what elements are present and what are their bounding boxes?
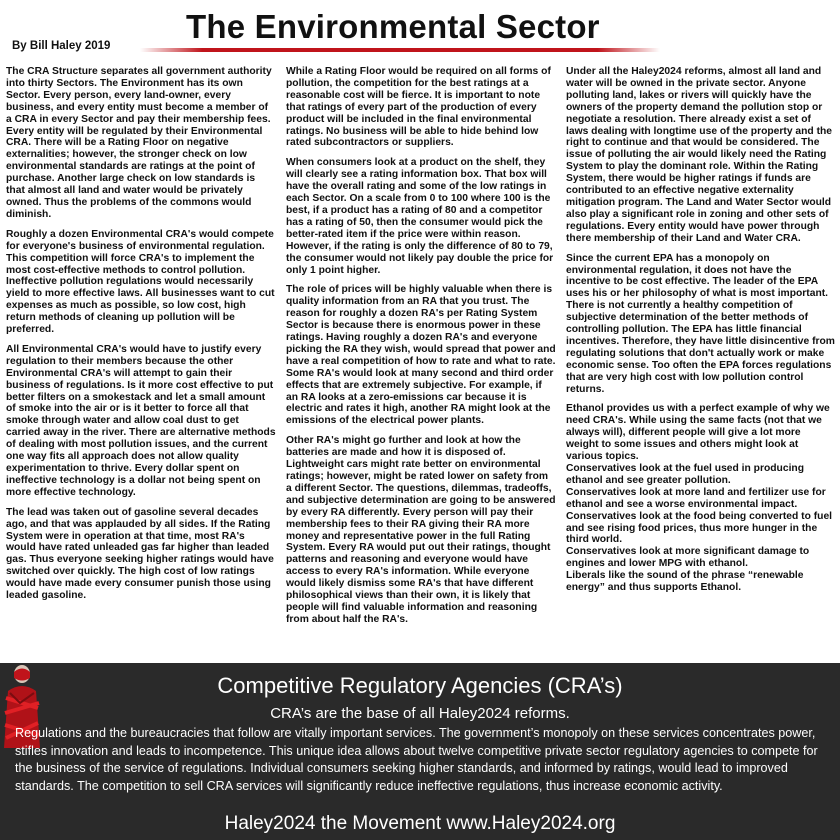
column-1 xyxy=(6,66,276,660)
banner-body: Regulations and the bureaucracies that follow are vitally important services. The government’s monopoly on these services concentrates power, stifles innovation and leads to incompetence. This unique idea allows about twelve competitive private sector regulatory agencies to compete for the business of the service of regulations. Individual consumers seeking higher standards, and informed by ratings, would lead to improved standards. The competition to sell CRA services will significantly reduce ineffective regulations, thus increase economic activity. xyxy=(15,726,818,793)
byline: By Bill Haley 2019 xyxy=(12,40,111,52)
banner-title: Competitive Regulatory Agencies (CRA’s) xyxy=(217,673,623,698)
paragraph: Under all the Haley2024 reforms, almost all land and water will be owned in the private sector. Anyone polluting land, lakes or rivers will quickly have the owners of the property demand the pollution stop or negotiate a resolution. There already exist a set of laws dealing with longtime use of the property and the right to continue and that would be considered. The issue of polluting the air would likely need the Rating System to play the dominant role. Within the Rating System, there would be higher ratings if funds are contributed to an effective negative externality mitigation program. The Land and Water Sector would also play a significant role in zoning and other sets of regulations. Every entity would have power through there membership of their Land and Water CRA. xyxy=(566,66,833,244)
paragraph: While a Rating Floor would be required on all forms of pollution, the competition for the best ratings at a reasonable cost will be fierce. It is important to note that ratings of every part of the production of every product will be included in the final environmental ratings. No business will be able to hide behind low rated subcontractors or suppliers. xyxy=(286,66,551,149)
column-2 xyxy=(286,66,556,660)
title-underline xyxy=(140,48,660,52)
banner-subtitle: CRA’s are the base of all Haley2024 reforms. xyxy=(270,705,570,722)
paragraph: The CRA Structure separates all government authority into thirty Sectors. The Environment has its own Sector. Every person, every land-owner, every business, and every entity must become a member of a CRA in every Sector and pay their membership fees. Every entity will be regulated by their Environmental CRA. There will be a Rating Floor on negative externalities; however, the stronger check on low environmental standards are ratings at the point of purchase. Another large check on low standards is that almost all land and water would be privately owned. Thus the problems of the commons would diminish. xyxy=(6,66,272,220)
paragraph: The lead was taken out of gasoline several decades ago, and that was applauded by all sides. If the Rating System were in operation at that time, most RA's would have rated unleaded gas far higher than leaded gas. Thus everyone seeking higher ratings would have switched over quickly. The high cost of low ratings would have made every consumer punish those using leaded gasoline. xyxy=(6,506,274,602)
paragraph: The role of prices will be highly valuable when there is quality information from an RA that you trust. The reason for roughly a dozen RA's per Rating System Sector is because there is enormous power in these ratings. Having roughly a dozen RA's and everyone picking the RA they wish, would spread that power and have a real competition of how to rate and what to rate. Some RA's would look at many second and third order effects that are extremely subjective. For example, if an RA looks at a zero-emissions car because it is electric and rates it high, another RA might look at the emissions of the electrical power plants. xyxy=(286,284,556,427)
paragraph: All Environmental CRA's would have to justify every regulation to their members because the other Environmental CRA's will attempt to gain their business of regulations. Is it more cost effective to put better filters on a smokestack and let a small amount of smoke into the air or is it better to force all that smoke through water and allow coal dust to get carried away in the river. There are alternative methods of dealing with most pollution issues, and the current one way fits all approach does not allow quality experimentation to thrive. Every dollar spent on ineffective technology is a dollar not being spent on more effective technology. xyxy=(6,343,276,498)
paragraph: Other RA's might go further and look at how the batteries are made and how it is disposed of. Lightweight cars might rate better on environmental ratings; however, might be rated lower on safety from a different Sector. The questions, dilemmas, tradeoffs, and subjective determination are going to be answered by every RA differently. Every person will pay their membership fees to their RA giving their RA more money and representative power in the full Rating System. Every RA would put out their ratings, thought patterns and reasoning and everyone would have access to every RA's information. While everyone would likely dismiss some RA's that have different philosophical views than their own, it is likely that people will find valuable information and reasoning from about half the RA's. xyxy=(286,435,556,625)
paragraph: Ethanol provides us with a perfect example of why we need CRA's. While using the same facts (not that we always will), different people will give a lot more weight to some issues and others might look at various topics. Conservatives look at the fuel used in producing ethanol and see greater pollution. Conservatives look at more land and fertilizer use for ethanol and see a worse environmental impact. Conservatives look at the food being converted to fuel and see rising food prices, thus more hunger in the third world. Conservatives look at more significant damage to engines and lower MPG with ethanol. Liberals like the sound of the phrase “renewable energy” and thus supports Ethanol. xyxy=(566,403,833,594)
article-columns xyxy=(6,66,836,660)
page-title: The Environmental Sector xyxy=(186,8,600,45)
banner-footer: Haley2024 the Movement www.Haley2024.org xyxy=(224,813,616,834)
paragraph: When consumers look at a product on the shelf, they will clearly see a rating information box. That box will have the overall rating and some of the low ratings in each Sector. On a scale from 0 to 100 where 100 is the best, if a product has a rating of 80 and a competitor has a rating of 50, then the consumer would pick the better-rated item if the price were within reason. However, if the rating is only the difference of 80 to 79, the consumer would not likely pay double the price for only 1 point higher. xyxy=(286,157,554,276)
header xyxy=(0,0,840,66)
cra-banner xyxy=(0,663,840,840)
column-3 xyxy=(566,66,836,660)
paragraph: Roughly a dozen Environmental CRA's would compete for everyone's business of environmental regulation. This competition will force CRA's to implement the most cost-effective methods to control pollution. Ineffective pollution regulations would necessarily yield to more effective laws. All businesses want to cut expenses as much as possible, so low cost, high return methods of cleaning up pollution will be preferred. xyxy=(6,228,275,336)
paragraph: Since the current EPA has a monopoly on environmental regulation, it does not have the incentive to be cost effective. The leader of the EPA uses his or her philosophy of what is most important. There is not currently a healthy competition of subjective determination of the better methods of controlling pollution. The EPA has little financial incentives. Therefore, they have little disincentive from regulating solutions that don't actually work or make economic sense. Too often the EPA forces regulations that are very high cost with low pollution control returns. xyxy=(566,252,835,395)
